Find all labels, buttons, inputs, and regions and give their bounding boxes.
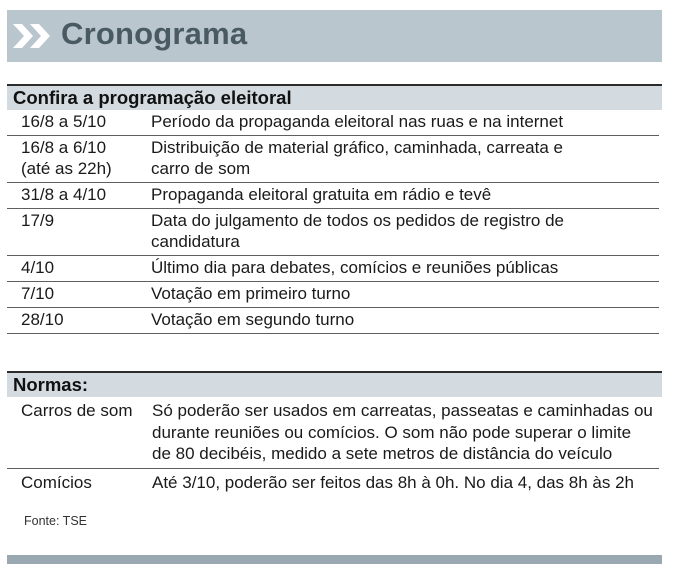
row-date: 17/9	[21, 211, 55, 230]
row-description: Data do julgamento de todos os pedidos de registro de candidatura	[151, 211, 564, 251]
table-row	[7, 282, 659, 308]
row-date: 16/8 a 5/10	[21, 112, 107, 131]
list-item	[7, 469, 659, 494]
source-credit: Fonte: TSE	[24, 514, 87, 528]
double-chevron-icon	[13, 22, 59, 50]
row-description: Votação em primeiro turno	[151, 284, 351, 303]
norm-term: Carros de som	[21, 401, 133, 420]
footer-bar	[7, 555, 662, 564]
row-description: Votação em segundo turno	[151, 310, 355, 329]
table-row	[7, 256, 659, 282]
table-row	[7, 136, 659, 183]
row-date: 28/10	[21, 310, 64, 329]
norms-heading: Normas:	[13, 374, 89, 395]
schedule-heading: Confira a programação eleitoral	[13, 87, 292, 108]
table-row	[7, 308, 659, 334]
row-date: 4/10	[21, 258, 55, 277]
table-row	[7, 110, 659, 136]
norm-text: Só poderão ser usados em carreatas, passeatas e caminhadas ou durante reuniões ou comícios. O som não pode superar o limite de 80 decibéis, medido a sete metros de distância do veículo	[152, 401, 653, 463]
table-row	[7, 209, 659, 256]
list-item	[7, 400, 659, 469]
row-description: Propaganda eleitoral gratuita em rádio e tevê	[151, 185, 492, 204]
schedule-heading-bar	[7, 84, 662, 110]
row-date: 7/10	[21, 284, 55, 303]
row-description: Distribuição de material gráfico, caminhada, carreata e carro de som	[151, 138, 563, 178]
norms-list	[7, 400, 659, 493]
page-title: Cronograma	[61, 16, 248, 51]
row-date: 31/8 a 4/10	[21, 185, 107, 204]
table-row	[7, 183, 659, 209]
row-description: Período da propaganda eleitoral nas ruas e na internet	[151, 112, 564, 131]
norms-heading-bar	[7, 371, 662, 397]
norm-term: Comícios	[21, 472, 92, 492]
row-description: Último dia para debates, comícios e reuniões públicas	[151, 258, 559, 277]
row-date: 16/8 a 6/10 (até as 22h)	[21, 138, 112, 178]
schedule-table	[7, 110, 659, 334]
norm-text: Até 3/10, poderão ser feitos das 8h à 0h. No dia 4, das 8h às 2h	[152, 472, 634, 492]
header-banner	[7, 10, 662, 62]
